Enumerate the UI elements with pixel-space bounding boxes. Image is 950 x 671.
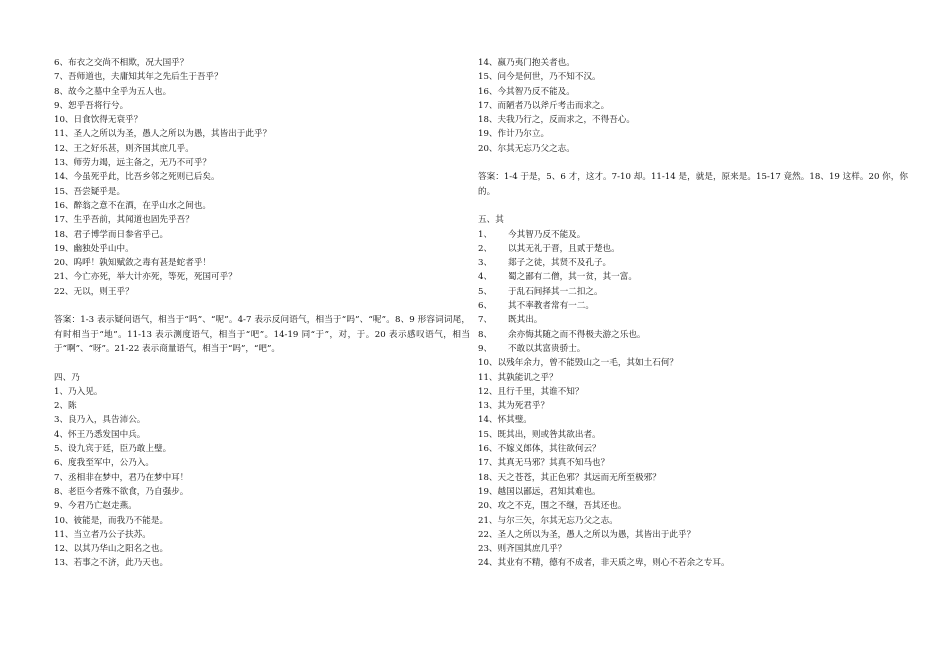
example-line: 18、天之苍苍，其正色邪？其远而无所至极邪？ <box>478 472 661 483</box>
example-number: 9、 <box>478 343 493 354</box>
example-line: 15、既其出，则或咎其欲出者。 <box>478 429 601 440</box>
example-text: 余亦悔其随之而不得极夫游之乐也。 <box>508 329 646 340</box>
example-text: 既其出。 <box>508 315 543 326</box>
right-examples-bottom <box>478 356 908 570</box>
example-number: 6、 <box>478 301 493 312</box>
example-number: 1、 <box>478 229 493 240</box>
example-line: 3、良乃入，具告沛公。 <box>54 415 146 426</box>
example-number: 3、 <box>478 258 493 269</box>
example-text: 蜀之鄙有二僧，其一贫，其一富。 <box>508 272 637 283</box>
right-answer-paragraph: 答案：1-4 于是，5、6 才，这才。7-10 却。11-14 是，就是，原来是。15-17 竟然。18、19 这样。20 你，你的。 <box>478 172 908 197</box>
example-number: 7、 <box>478 315 493 326</box>
example-line: 19、作计乃尔立。 <box>478 129 550 140</box>
example-text: 郯子之徒，其贤不及孔子。 <box>508 258 612 269</box>
numbered-example-line <box>478 313 908 327</box>
left-answer-paragraph: 答案：1-3 表示疑问语气，相当于“吗”、“呢”。4-7 表示反问语气，相当于“吗”、“呢”。8、9 形容词词尾，有时相当于“地”。11-13 表示测度语气，相当于“吧”。14-19 同“于”，对，于。20 表示感叹语气，相当于“啊”、“呀”。21-22 表示商量语气，相当于“吗”，“吧”。 <box>54 315 470 354</box>
example-line: 8、故今之墓中全乎为五人也。 <box>54 86 172 97</box>
example-line: 11、圣人之所以为圣，愚人之所以为愚，其皆出于此乎？ <box>54 129 272 140</box>
section-title-nai: 四、乃 <box>54 372 80 383</box>
example-line: 13、若事之不济，此乃天也。 <box>54 558 169 569</box>
numbered-example-line <box>478 342 908 356</box>
example-line: 21、与尔三矢，尔其无忘乃父之志。 <box>478 515 618 526</box>
example-text: 以其无礼于晋，且贰于楚也。 <box>508 243 620 254</box>
example-line: 6、度我至军中，公乃入。 <box>54 458 154 469</box>
numbered-example-line <box>478 242 908 256</box>
right-examples-top <box>478 56 908 156</box>
left-examples-top <box>54 56 470 299</box>
example-line: 12、王之好乐甚，则齐国其庶几乎。 <box>54 143 194 154</box>
example-line: 14、怀其璧。 <box>478 415 532 426</box>
example-line: 18、君子博学而日参省乎己。 <box>54 229 169 240</box>
example-number: 4、 <box>478 272 493 283</box>
example-line: 11、当立者乃公子扶苏。 <box>54 529 151 540</box>
example-line: 17、其真无马邪？其真不知马也？ <box>478 458 610 469</box>
example-number: 5、 <box>478 286 493 297</box>
example-line: 12、以其乃华山之阳名之也。 <box>54 544 169 555</box>
example-line: 23、则齐国其庶几乎？ <box>478 544 567 555</box>
example-line: 16、今其智乃反不能及。 <box>478 86 575 97</box>
example-text: 今其智乃反不能及。 <box>508 229 586 240</box>
example-line: 15、吾尝疑乎是。 <box>54 186 126 197</box>
example-line: 20、呜呼！孰知赋敛之毒有甚是蛇者乎！ <box>54 258 212 269</box>
example-number: 8、 <box>478 329 493 340</box>
example-line: 21、今亡亦死，举大计亦死，等死，死国可乎？ <box>54 272 237 283</box>
example-line: 2、陈 <box>54 401 77 412</box>
example-line: 17、生乎吾前，其闻道也固先乎吾？ <box>54 215 194 226</box>
example-line: 16、醉翁之意不在酒，在乎山水之间也。 <box>54 200 212 211</box>
numbered-example-line <box>478 328 908 342</box>
example-line: 12、且行千里，其谁不知？ <box>478 386 584 397</box>
example-line: 11、其孰能讥之乎？ <box>478 372 558 383</box>
left-column <box>54 56 470 571</box>
example-line: 13、其为死君乎？ <box>478 401 550 412</box>
example-line: 10、以残年余力，曾不能毁山之一毛，其如土石何？ <box>478 358 678 369</box>
example-line: 20、尔其无忘乃父之志。 <box>478 143 575 154</box>
example-line: 19、越国以鄙远，君知其难也。 <box>478 486 601 497</box>
example-line: 15、问今是何世，乃不知不汉。 <box>478 72 601 83</box>
right-column <box>478 56 908 571</box>
example-line: 17、而陋者乃以斧斤考击而求之。 <box>478 100 610 111</box>
numbered-example-line <box>478 299 908 313</box>
example-line: 16、不嫁义郎体，其往欲何云？ <box>478 444 601 455</box>
right-numbered-examples <box>478 228 908 357</box>
example-line: 24、其业有不精，德有不成者，非天质之卑，则心不若余之专耳。 <box>478 558 730 569</box>
example-line: 1、乃入见。 <box>54 386 103 397</box>
example-line: 4、怀王乃悉发国中兵。 <box>54 429 146 440</box>
example-line: 9、恕乎吾将行兮。 <box>54 100 129 111</box>
left-examples-bottom <box>54 385 470 571</box>
example-line: 14、今虽死乎此，比吾乡邻之死则已后矣。 <box>54 172 220 183</box>
example-text: 不敢以其富贵骄士。 <box>508 343 586 354</box>
example-line: 22、圣人之所以为圣，愚人之所以为愚，其皆出于此乎？ <box>478 529 696 540</box>
example-line: 7、吾师道也，夫庸知其年之先后生于吾乎？ <box>54 72 223 83</box>
example-line: 19、幽独处乎山中。 <box>54 243 134 254</box>
example-line: 10、彼能是，而我乃不能是。 <box>54 515 169 526</box>
example-line: 22、无以，则王乎？ <box>54 286 134 297</box>
numbered-example-line <box>478 285 908 299</box>
numbered-example-line <box>478 228 908 242</box>
example-line: 13、师劳力竭，远主备之，无乃不可乎？ <box>54 158 212 169</box>
example-line: 20、攻之不克，围之不继，吾其还也。 <box>478 501 627 512</box>
example-line: 7、丞相非在梦中，君乃在梦中耳！ <box>54 472 189 483</box>
example-line: 14、嬴乃夷门抱关者也。 <box>478 58 575 68</box>
section-title-qi: 五、其 <box>478 215 504 226</box>
numbered-example-line <box>478 256 908 270</box>
example-text: 于乱石间择其一二扣之。 <box>508 286 603 297</box>
example-line: 6、布衣之交尚不相欺，况大国乎？ <box>54 58 189 68</box>
example-line: 18、夫我乃行之，反而求之，不得吾心。 <box>478 115 636 126</box>
example-line: 5、设九宾于廷，臣乃敢上璧。 <box>54 444 172 455</box>
example-number: 2、 <box>478 243 493 254</box>
numbered-example-line <box>478 270 908 284</box>
example-line: 10、日食饮得无衰乎？ <box>54 115 143 126</box>
example-line: 9、今君乃亡赵走燕。 <box>54 501 137 512</box>
example-text: 其不率教者常有一二。 <box>508 301 594 312</box>
example-line: 8、老臣今者殊不欲食，乃自强步。 <box>54 486 189 497</box>
